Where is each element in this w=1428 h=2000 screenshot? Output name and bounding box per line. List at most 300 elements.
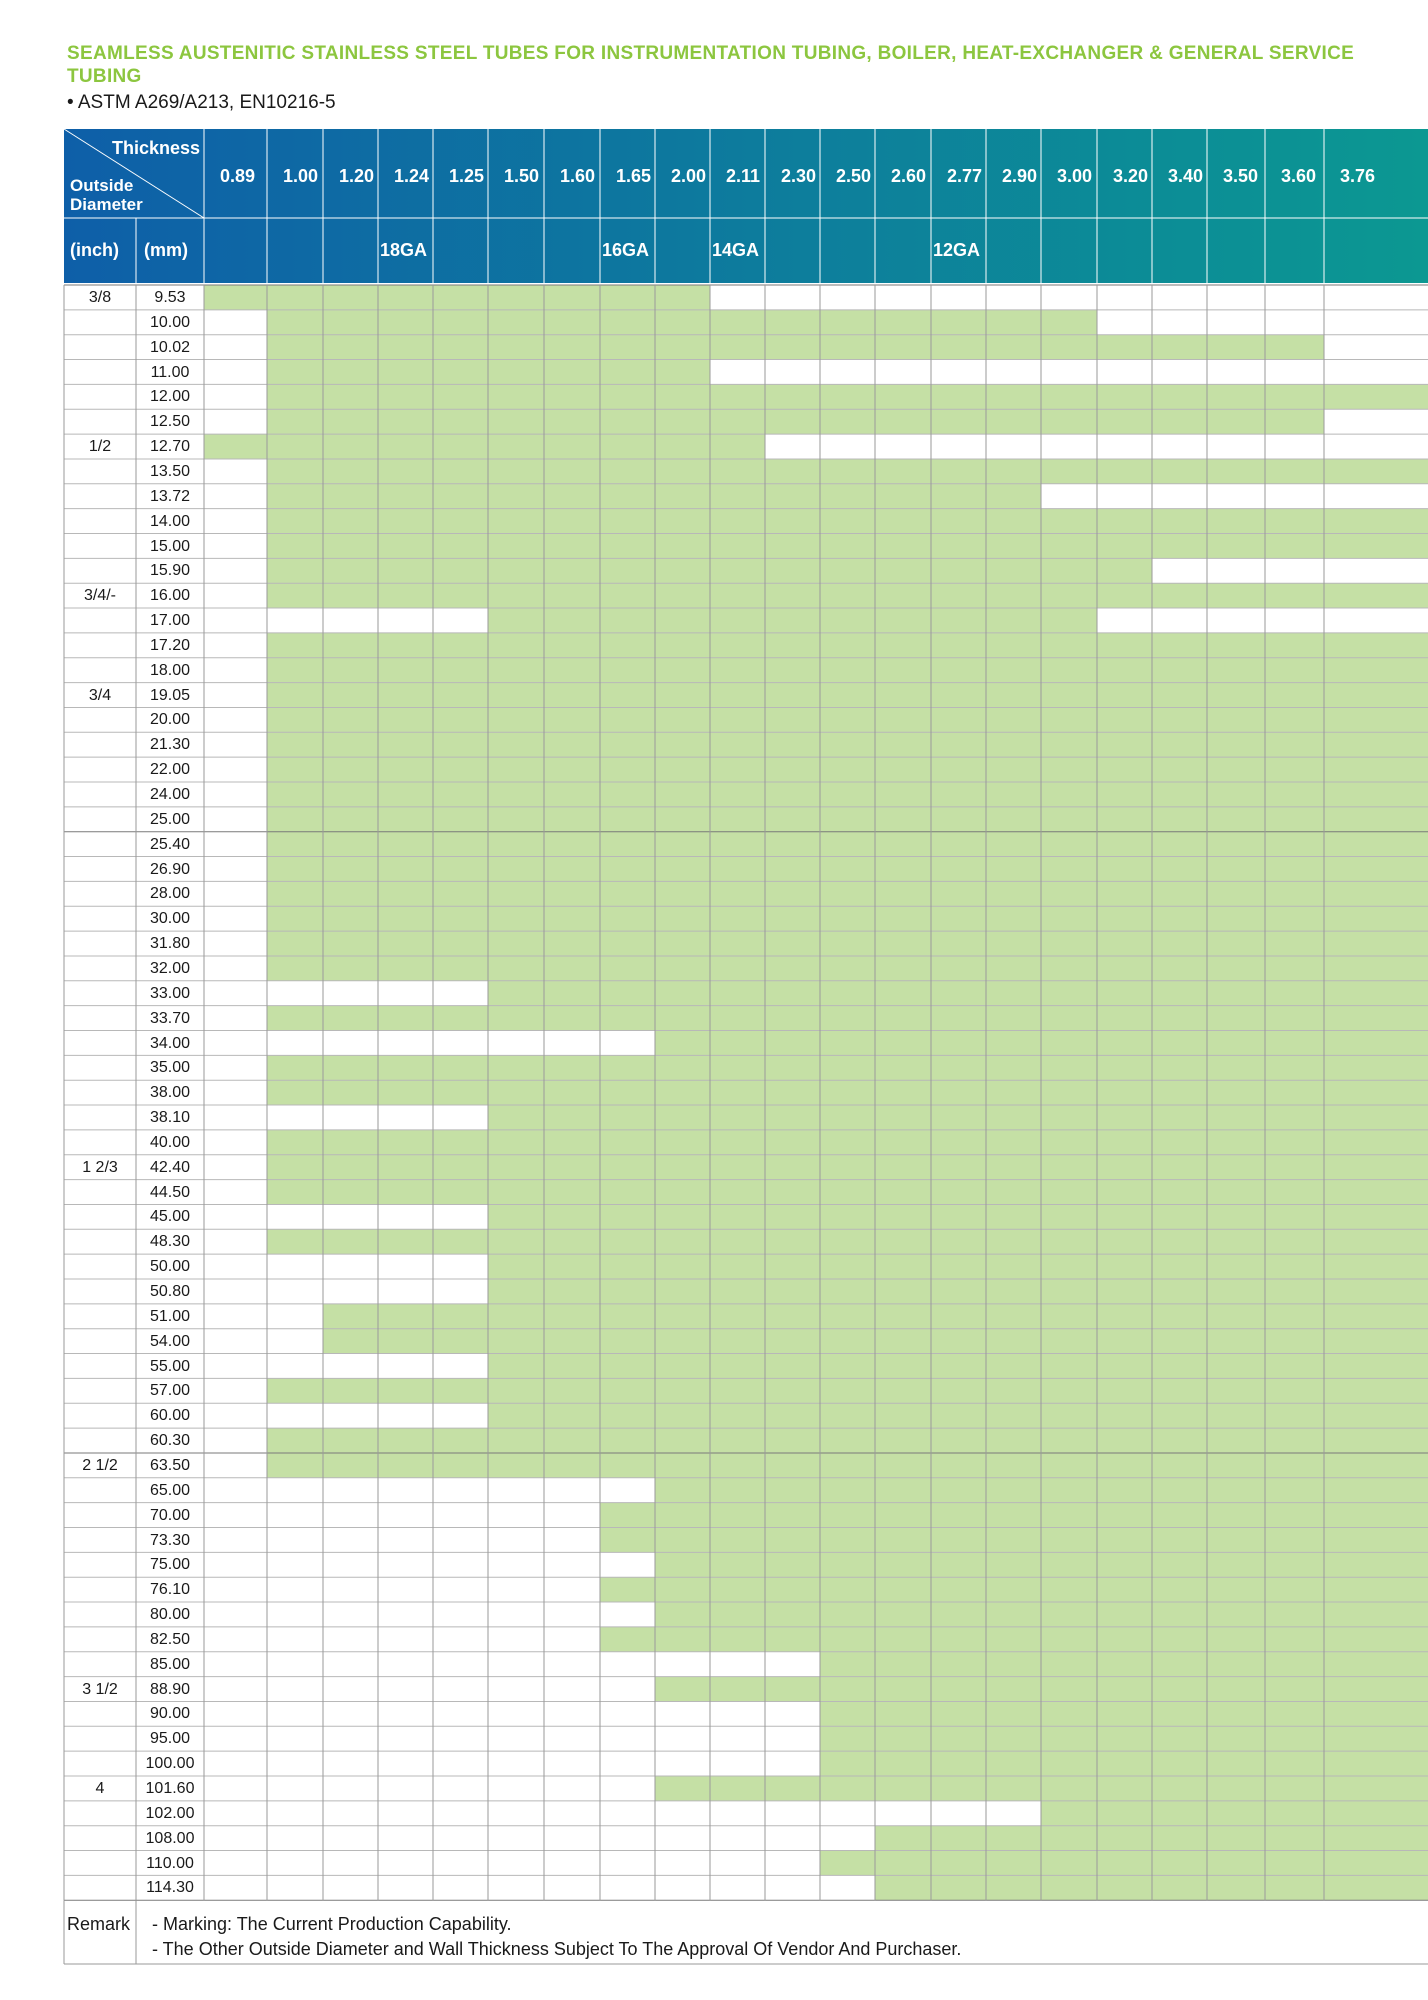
available-cell bbox=[765, 558, 820, 583]
available-cell bbox=[600, 1627, 655, 1652]
available-cell bbox=[986, 707, 1041, 732]
available-cell bbox=[544, 509, 600, 534]
available-cell bbox=[600, 459, 655, 484]
available-cell bbox=[765, 583, 820, 608]
available-cell bbox=[710, 1254, 765, 1279]
available-cell bbox=[1097, 1254, 1152, 1279]
available-cell bbox=[655, 683, 710, 708]
available-cell bbox=[931, 1726, 986, 1751]
available-cell bbox=[655, 1105, 710, 1130]
available-cell bbox=[655, 1304, 710, 1329]
available-cell bbox=[267, 310, 323, 335]
od-inch-value: 3/4 bbox=[88, 686, 112, 704]
available-cell bbox=[986, 1776, 1041, 1801]
available-cell bbox=[765, 707, 820, 732]
available-cell bbox=[323, 683, 378, 708]
available-cell bbox=[1324, 1378, 1428, 1403]
available-cell bbox=[1265, 1503, 1324, 1528]
available-cell bbox=[655, 906, 710, 931]
available-cell bbox=[931, 1478, 986, 1503]
available-cell bbox=[1152, 1875, 1207, 1900]
available-cell bbox=[820, 683, 875, 708]
available-cell bbox=[1097, 782, 1152, 807]
available-cell bbox=[1324, 1130, 1428, 1155]
available-cell bbox=[1265, 1130, 1324, 1155]
available-cell bbox=[765, 1552, 820, 1577]
available-cell bbox=[488, 1254, 544, 1279]
available-cell bbox=[655, 1503, 710, 1528]
available-cell bbox=[931, 1006, 986, 1031]
od-mm-value: 95.00 bbox=[149, 1730, 191, 1748]
available-cell bbox=[267, 857, 323, 882]
available-cell bbox=[710, 1055, 765, 1080]
thickness-column-header: 1.00 bbox=[283, 166, 319, 186]
available-cell bbox=[267, 906, 323, 931]
available-cell bbox=[267, 484, 323, 509]
available-cell bbox=[544, 1055, 600, 1080]
available-cell bbox=[1324, 1652, 1428, 1677]
table-body-cells bbox=[204, 285, 1428, 1900]
available-cell bbox=[1041, 1826, 1097, 1851]
available-cell bbox=[1265, 832, 1324, 857]
available-cell bbox=[1152, 633, 1207, 658]
available-cell bbox=[1207, 906, 1265, 931]
available-cell bbox=[875, 558, 931, 583]
od-mm-value: 100.00 bbox=[145, 1755, 195, 1773]
available-cell bbox=[1324, 1055, 1428, 1080]
available-cell bbox=[1265, 1851, 1324, 1876]
available-cell bbox=[1097, 1180, 1152, 1205]
available-cell bbox=[931, 1204, 986, 1229]
thickness-column-header: 1.65 bbox=[616, 166, 652, 186]
available-cell bbox=[544, 1279, 600, 1304]
available-cell bbox=[600, 335, 655, 360]
available-cell bbox=[765, 1254, 820, 1279]
available-cell bbox=[820, 732, 875, 757]
available-cell bbox=[1207, 335, 1265, 360]
od-mm-value: 38.10 bbox=[149, 1109, 191, 1127]
available-cell bbox=[323, 434, 378, 459]
available-cell bbox=[710, 732, 765, 757]
available-cell bbox=[1041, 1006, 1097, 1031]
available-cell bbox=[765, 409, 820, 434]
available-cell bbox=[1097, 1378, 1152, 1403]
available-cell bbox=[875, 335, 931, 360]
available-cell bbox=[267, 1229, 323, 1254]
available-cell bbox=[655, 583, 710, 608]
available-cell bbox=[600, 608, 655, 633]
available-cell bbox=[600, 1528, 655, 1553]
available-cell bbox=[820, 1453, 875, 1478]
available-cell bbox=[1265, 1080, 1324, 1105]
available-cell bbox=[986, 558, 1041, 583]
available-cell bbox=[488, 434, 544, 459]
available-cell bbox=[1097, 384, 1152, 409]
available-cell bbox=[931, 782, 986, 807]
available-cell bbox=[1324, 1329, 1428, 1354]
available-cell bbox=[1207, 1453, 1265, 1478]
available-cell bbox=[323, 1329, 378, 1354]
available-cell bbox=[655, 658, 710, 683]
available-cell bbox=[488, 384, 544, 409]
available-cell bbox=[931, 832, 986, 857]
available-cell bbox=[765, 956, 820, 981]
available-cell bbox=[655, 1006, 710, 1031]
available-cell bbox=[600, 1279, 655, 1304]
available-cell bbox=[1207, 1528, 1265, 1553]
available-cell bbox=[1265, 956, 1324, 981]
od-mm-value: 101.60 bbox=[145, 1780, 195, 1797]
available-cell bbox=[544, 1204, 600, 1229]
available-cell bbox=[710, 434, 765, 459]
available-cell bbox=[1097, 1155, 1152, 1180]
available-cell bbox=[378, 707, 433, 732]
available-cell bbox=[488, 832, 544, 857]
available-cell bbox=[1207, 981, 1265, 1006]
available-cell bbox=[323, 1453, 378, 1478]
available-cell bbox=[1265, 683, 1324, 708]
available-cell bbox=[765, 757, 820, 782]
available-cell bbox=[378, 484, 433, 509]
available-cell bbox=[544, 633, 600, 658]
available-cell bbox=[765, 683, 820, 708]
available-cell bbox=[710, 1354, 765, 1379]
available-cell bbox=[655, 1354, 710, 1379]
available-cell bbox=[1152, 1080, 1207, 1105]
available-cell bbox=[600, 360, 655, 385]
od-mm-value: 80.00 bbox=[149, 1606, 191, 1624]
available-cell bbox=[655, 881, 710, 906]
available-cell bbox=[931, 459, 986, 484]
available-cell bbox=[378, 409, 433, 434]
available-cell bbox=[1265, 1726, 1324, 1751]
available-cell bbox=[1265, 881, 1324, 906]
available-cell bbox=[655, 335, 710, 360]
available-cell bbox=[765, 1031, 820, 1056]
available-cell bbox=[544, 658, 600, 683]
available-cell bbox=[986, 1652, 1041, 1677]
available-cell bbox=[1207, 1577, 1265, 1602]
available-cell bbox=[267, 832, 323, 857]
available-cell bbox=[765, 1055, 820, 1080]
available-cell bbox=[931, 608, 986, 633]
available-cell bbox=[1265, 1627, 1324, 1652]
available-cell bbox=[1265, 1031, 1324, 1056]
available-cell bbox=[710, 881, 765, 906]
available-cell bbox=[488, 608, 544, 633]
available-cell bbox=[820, 1652, 875, 1677]
available-cell bbox=[655, 832, 710, 857]
thickness-column-header: 3.76 bbox=[1340, 166, 1376, 186]
available-cell bbox=[1207, 881, 1265, 906]
available-cell bbox=[488, 981, 544, 1006]
available-cell bbox=[433, 1229, 488, 1254]
available-cell bbox=[488, 658, 544, 683]
available-cell bbox=[986, 1329, 1041, 1354]
available-cell bbox=[820, 1726, 875, 1751]
available-cell bbox=[875, 1751, 931, 1776]
available-cell bbox=[655, 409, 710, 434]
available-cell bbox=[1324, 782, 1428, 807]
available-cell bbox=[1152, 1701, 1207, 1726]
available-cell bbox=[544, 1130, 600, 1155]
available-cell bbox=[600, 434, 655, 459]
available-cell bbox=[1041, 1801, 1097, 1826]
available-cell bbox=[820, 1528, 875, 1553]
available-cell bbox=[544, 1080, 600, 1105]
od-mm-value: 50.80 bbox=[149, 1283, 191, 1300]
available-cell bbox=[1152, 1105, 1207, 1130]
available-cell bbox=[986, 509, 1041, 534]
available-cell bbox=[267, 1055, 323, 1080]
available-cell bbox=[710, 683, 765, 708]
available-cell bbox=[1324, 832, 1428, 857]
available-cell bbox=[765, 1329, 820, 1354]
available-cell bbox=[986, 1875, 1041, 1900]
available-cell bbox=[600, 1329, 655, 1354]
available-cell bbox=[600, 1006, 655, 1031]
thickness-column-header: 3.40 bbox=[1168, 166, 1204, 186]
available-cell bbox=[875, 1031, 931, 1056]
available-cell bbox=[820, 1055, 875, 1080]
available-cell bbox=[488, 509, 544, 534]
available-cell bbox=[600, 1254, 655, 1279]
available-cell bbox=[600, 583, 655, 608]
available-cell bbox=[931, 1428, 986, 1453]
available-cell bbox=[1041, 583, 1097, 608]
available-cell bbox=[875, 1006, 931, 1031]
available-cell bbox=[488, 558, 544, 583]
available-cell bbox=[1097, 1726, 1152, 1751]
available-cell bbox=[986, 981, 1041, 1006]
available-cell bbox=[710, 409, 765, 434]
available-cell bbox=[1324, 956, 1428, 981]
available-cell bbox=[1041, 1229, 1097, 1254]
available-cell bbox=[1041, 509, 1097, 534]
available-cell bbox=[433, 509, 488, 534]
available-cell bbox=[1207, 1851, 1265, 1876]
available-cell bbox=[1324, 1503, 1428, 1528]
available-cell bbox=[600, 1080, 655, 1105]
available-cell bbox=[544, 981, 600, 1006]
available-cell bbox=[1152, 1602, 1207, 1627]
available-cell bbox=[710, 782, 765, 807]
available-cell bbox=[544, 1304, 600, 1329]
available-cell bbox=[1152, 1130, 1207, 1155]
available-cell bbox=[765, 384, 820, 409]
available-cell bbox=[820, 1478, 875, 1503]
available-cell bbox=[931, 583, 986, 608]
available-cell bbox=[710, 1329, 765, 1354]
available-cell bbox=[1324, 459, 1428, 484]
available-cell bbox=[875, 583, 931, 608]
available-cell bbox=[488, 1180, 544, 1205]
available-cell bbox=[1041, 1254, 1097, 1279]
available-cell bbox=[1041, 1453, 1097, 1478]
thickness-header-label: Thickness bbox=[112, 138, 201, 158]
available-cell bbox=[433, 484, 488, 509]
available-cell bbox=[378, 956, 433, 981]
available-cell bbox=[1097, 981, 1152, 1006]
available-cell bbox=[1041, 335, 1097, 360]
available-cell bbox=[710, 1503, 765, 1528]
thickness-column-header: 1.50 bbox=[504, 166, 540, 186]
available-cell bbox=[488, 1428, 544, 1453]
available-cell bbox=[1152, 1378, 1207, 1403]
available-cell bbox=[710, 857, 765, 882]
available-cell bbox=[433, 583, 488, 608]
available-cell bbox=[931, 931, 986, 956]
available-cell bbox=[1041, 732, 1097, 757]
available-cell bbox=[1097, 956, 1152, 981]
od-mm-value: 114.30 bbox=[146, 1879, 194, 1897]
available-cell bbox=[1041, 1329, 1097, 1354]
available-cell bbox=[655, 434, 710, 459]
available-cell bbox=[488, 1229, 544, 1254]
available-cell bbox=[267, 807, 323, 832]
available-cell bbox=[1097, 459, 1152, 484]
available-cell bbox=[655, 757, 710, 782]
available-cell bbox=[931, 484, 986, 509]
available-cell bbox=[1152, 1801, 1207, 1826]
available-cell bbox=[931, 1329, 986, 1354]
available-cell bbox=[1265, 1304, 1324, 1329]
available-cell bbox=[267, 409, 323, 434]
available-cell bbox=[986, 583, 1041, 608]
available-cell bbox=[820, 1627, 875, 1652]
available-cell bbox=[1324, 732, 1428, 757]
available-cell bbox=[820, 881, 875, 906]
available-cell bbox=[1152, 1155, 1207, 1180]
available-cell bbox=[875, 1105, 931, 1130]
available-cell bbox=[710, 459, 765, 484]
available-cell bbox=[710, 1229, 765, 1254]
available-cell bbox=[875, 409, 931, 434]
available-cell bbox=[1324, 931, 1428, 956]
available-cell bbox=[1324, 1776, 1428, 1801]
available-cell bbox=[986, 807, 1041, 832]
available-cell bbox=[1152, 1478, 1207, 1503]
available-cell bbox=[820, 658, 875, 683]
available-cell bbox=[820, 1378, 875, 1403]
available-cell bbox=[765, 732, 820, 757]
available-cell bbox=[1207, 633, 1265, 658]
available-cell bbox=[1097, 1279, 1152, 1304]
available-cell bbox=[875, 1080, 931, 1105]
available-cell bbox=[1207, 1428, 1265, 1453]
available-cell bbox=[875, 1726, 931, 1751]
available-cell bbox=[875, 1577, 931, 1602]
available-cell bbox=[1041, 1031, 1097, 1056]
available-cell bbox=[1265, 658, 1324, 683]
available-cell bbox=[710, 1180, 765, 1205]
od-mm-value: 108.00 bbox=[145, 1829, 195, 1847]
available-cell bbox=[1041, 1204, 1097, 1229]
available-cell bbox=[544, 1354, 600, 1379]
available-cell bbox=[1265, 1403, 1324, 1428]
available-cell bbox=[1324, 1726, 1428, 1751]
available-cell bbox=[600, 484, 655, 509]
available-cell bbox=[655, 459, 710, 484]
available-cell bbox=[378, 658, 433, 683]
od-mm-value: 88.90 bbox=[149, 1680, 191, 1698]
available-cell bbox=[1152, 1577, 1207, 1602]
available-cell bbox=[820, 1552, 875, 1577]
available-cell bbox=[1152, 1503, 1207, 1528]
available-cell bbox=[1324, 583, 1428, 608]
available-cell bbox=[1152, 1453, 1207, 1478]
od-mm-value: 31.80 bbox=[149, 935, 191, 953]
available-cell bbox=[1097, 583, 1152, 608]
available-cell bbox=[544, 1006, 600, 1031]
available-cell bbox=[378, 335, 433, 360]
available-cell bbox=[710, 1204, 765, 1229]
available-cell bbox=[931, 509, 986, 534]
available-cell bbox=[765, 1180, 820, 1205]
available-cell bbox=[820, 1031, 875, 1056]
available-cell bbox=[986, 1552, 1041, 1577]
available-cell bbox=[875, 757, 931, 782]
available-cell bbox=[1152, 981, 1207, 1006]
available-cell bbox=[875, 310, 931, 335]
od-mm-value: 44.50 bbox=[149, 1183, 191, 1201]
available-cell bbox=[986, 1055, 1041, 1080]
available-cell bbox=[1324, 1552, 1428, 1577]
available-cell bbox=[323, 1378, 378, 1403]
available-cell bbox=[931, 1652, 986, 1677]
available-cell bbox=[1041, 782, 1097, 807]
od-mm-value: 90.00 bbox=[149, 1705, 191, 1723]
available-cell bbox=[1097, 1776, 1152, 1801]
available-cell bbox=[323, 1055, 378, 1080]
available-cell bbox=[710, 1105, 765, 1130]
available-cell bbox=[655, 1155, 710, 1180]
od-mm-value: 15.90 bbox=[149, 562, 191, 580]
available-cell bbox=[378, 807, 433, 832]
available-cell bbox=[1207, 956, 1265, 981]
available-cell bbox=[1207, 1652, 1265, 1677]
available-cell bbox=[765, 782, 820, 807]
available-cell bbox=[1097, 1105, 1152, 1130]
available-cell bbox=[488, 1204, 544, 1229]
available-cell bbox=[1041, 906, 1097, 931]
available-cell bbox=[1097, 807, 1152, 832]
od-mm-value: 65.00 bbox=[149, 1481, 191, 1499]
available-cell bbox=[1324, 1453, 1428, 1478]
available-cell bbox=[1097, 1751, 1152, 1776]
available-cell bbox=[1265, 1751, 1324, 1776]
available-cell bbox=[1041, 1701, 1097, 1726]
available-cell bbox=[655, 484, 710, 509]
available-cell bbox=[1152, 1751, 1207, 1776]
available-cell bbox=[765, 1577, 820, 1602]
available-cell bbox=[1097, 1204, 1152, 1229]
available-cell bbox=[765, 534, 820, 559]
available-cell bbox=[544, 1155, 600, 1180]
available-cell bbox=[1265, 534, 1324, 559]
available-cell bbox=[1207, 1776, 1265, 1801]
available-cell bbox=[1324, 1851, 1428, 1876]
available-cell bbox=[986, 1304, 1041, 1329]
available-cell bbox=[433, 558, 488, 583]
thickness-column-header: 3.20 bbox=[1113, 166, 1149, 186]
available-cell bbox=[488, 459, 544, 484]
od-mm-value: 17.20 bbox=[149, 636, 191, 654]
available-cell bbox=[1097, 558, 1152, 583]
available-cell bbox=[1207, 1080, 1265, 1105]
available-cell bbox=[1265, 1354, 1324, 1379]
available-cell bbox=[986, 633, 1041, 658]
